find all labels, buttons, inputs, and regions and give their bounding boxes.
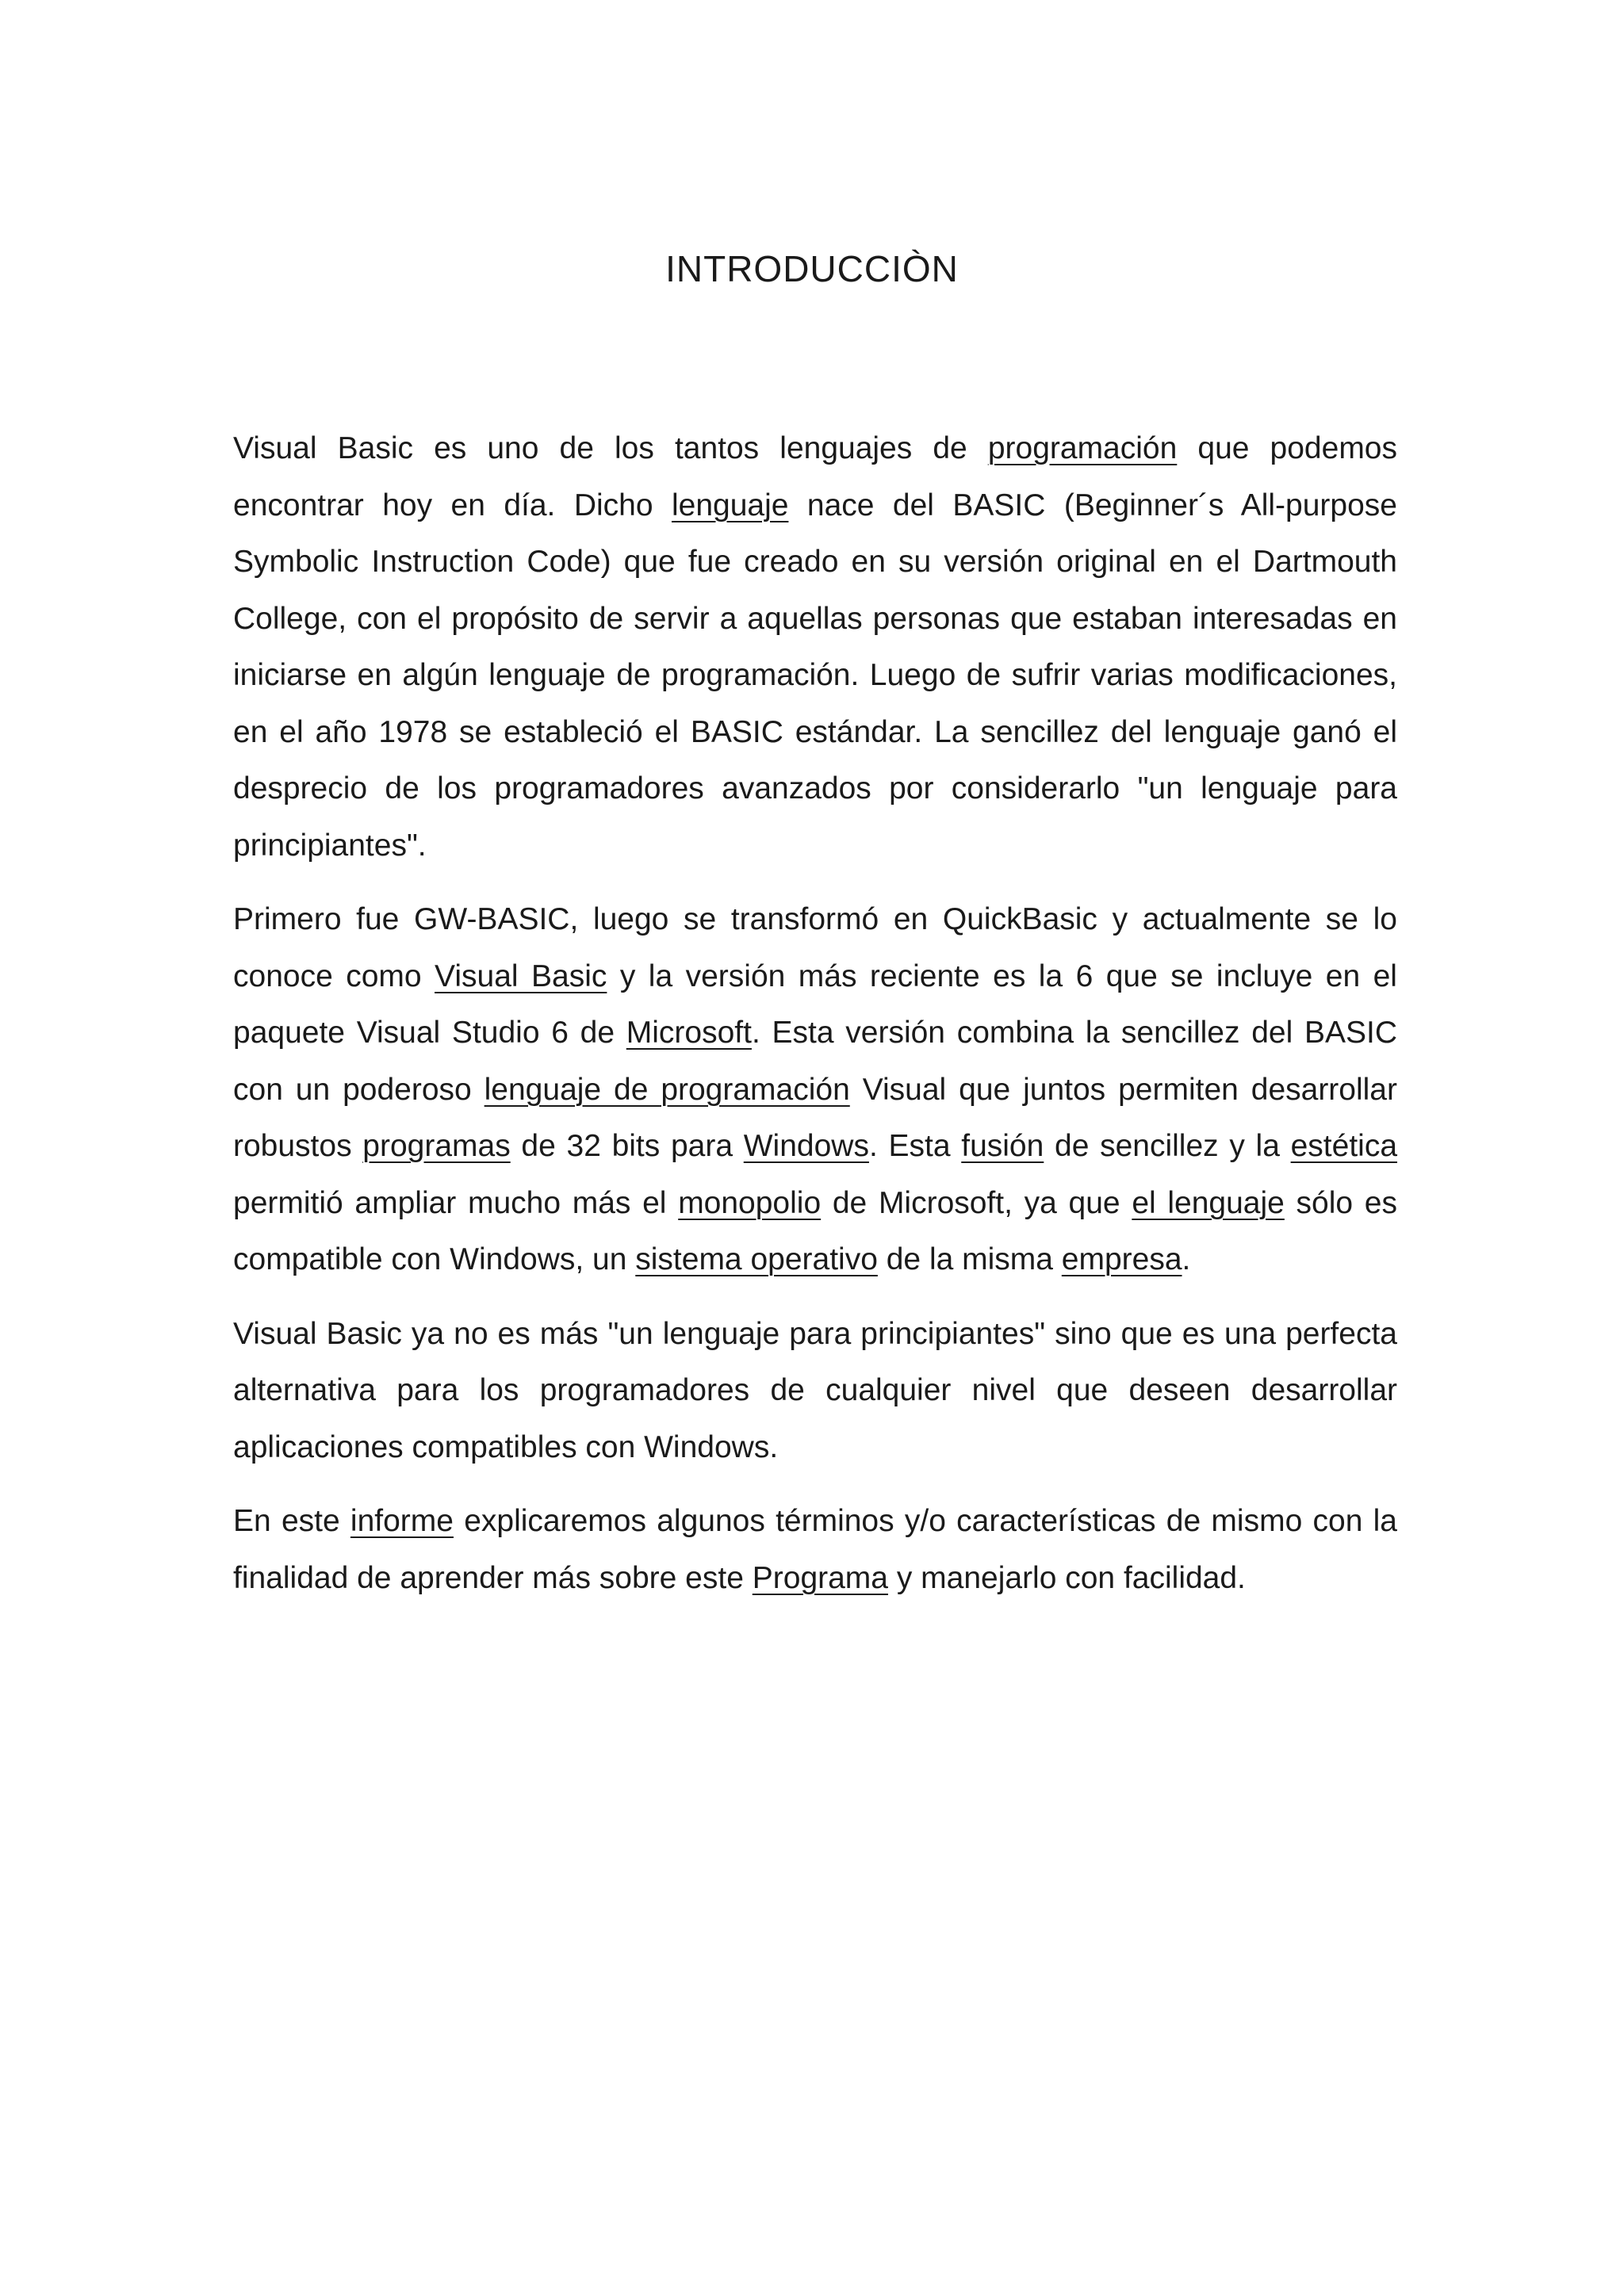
- hyperlink[interactable]: lenguaje: [671, 488, 789, 522]
- paragraph-text: Visual Basic ya no es más "un lenguaje para principiantes" sino que es una perfecta alternativa para los programadores de cualquier nivel que deseen desarrollar aplicaciones compatibles con Windows.: [233, 1316, 1397, 1464]
- paragraph: [233, 891, 1397, 1288]
- hyperlink[interactable]: Programa: [752, 1560, 888, 1595]
- paragraph-text: de la misma: [877, 1242, 1062, 1276]
- paragraph-text: .: [1182, 1242, 1191, 1276]
- paragraph-text: sólo es compatible con Windows, un: [233, 1185, 1397, 1276]
- paragraph-text: Primero fue GW-BASIC, luego se transformó en QuickBasic y actualmente se lo conoce como: [233, 902, 1397, 993]
- hyperlink[interactable]: Windows: [743, 1129, 869, 1163]
- paragraph-text: . Esta: [868, 1129, 962, 1163]
- paragraph-text: y manejarlo con facilidad.: [887, 1560, 1246, 1595]
- paragraph-text: . Esta versión combina la sencillez del BASIC con un poderoso: [233, 1016, 1397, 1107]
- hyperlink[interactable]: Visual Basic: [435, 959, 607, 993]
- paragraph: [233, 1493, 1397, 1606]
- paragraph-text: que podemos encontrar hoy en día. Dicho: [233, 431, 1397, 522]
- paragraph: [233, 1306, 1397, 1476]
- page-title: INTRODUCCIÒN: [665, 248, 959, 289]
- hyperlink[interactable]: fusión: [961, 1129, 1044, 1163]
- paragraph-text: Visual que juntos permiten desarrollar robustos: [233, 1072, 1397, 1163]
- hyperlink[interactable]: lenguaje de programación: [484, 1072, 850, 1107]
- paragraph-text: nace del BASIC (Beginner´s All-purpose Symbolic Instruction Code) que fue creado en su versión original en el Dartmouth College, con el propósito de servir a aquellas personas que estaban interesadas en iniciarse en algún lenguaje de programación. Luego de sufrir varias modificaciones, en el año 1978 se estableció el BASIC estándar. La sencillez del lenguaje ganó el desprecio de los programadores avanzados por considerarlo "un lenguaje para principiantes".: [233, 488, 1397, 863]
- hyperlink[interactable]: informe: [350, 1504, 454, 1538]
- paragraph-text: y la versión más reciente es la 6 que se incluye en el paquete Visual Studio 6 de: [233, 959, 1397, 1050]
- paragraph-text: de 32 bits para: [510, 1129, 744, 1163]
- paragraph-text: explicaremos algunos términos y/o características de mismo con la finalidad de aprender más sobre este: [233, 1504, 1397, 1595]
- hyperlink[interactable]: programación: [987, 431, 1178, 465]
- paragraph-text: En este: [233, 1504, 350, 1538]
- hyperlink[interactable]: empresa: [1061, 1242, 1182, 1276]
- paragraph-text: de sencillez y la: [1044, 1129, 1291, 1163]
- hyperlink[interactable]: Microsoft: [626, 1016, 752, 1050]
- hyperlink[interactable]: sistema operativo: [635, 1242, 878, 1276]
- paragraph-text: Visual Basic es uno de los tantos lenguajes de: [233, 431, 988, 465]
- hyperlink[interactable]: monopolio: [678, 1185, 822, 1220]
- paragraph: [233, 420, 1397, 874]
- paragraph-text: de Microsoft, ya que: [821, 1185, 1132, 1220]
- hyperlink[interactable]: programas: [362, 1129, 511, 1163]
- hyperlink[interactable]: estética: [1290, 1129, 1398, 1163]
- paragraph-text: permitió ampliar mucho más el: [233, 1185, 679, 1220]
- document-body: [233, 420, 1397, 1624]
- hyperlink[interactable]: el lenguaje: [1132, 1185, 1285, 1220]
